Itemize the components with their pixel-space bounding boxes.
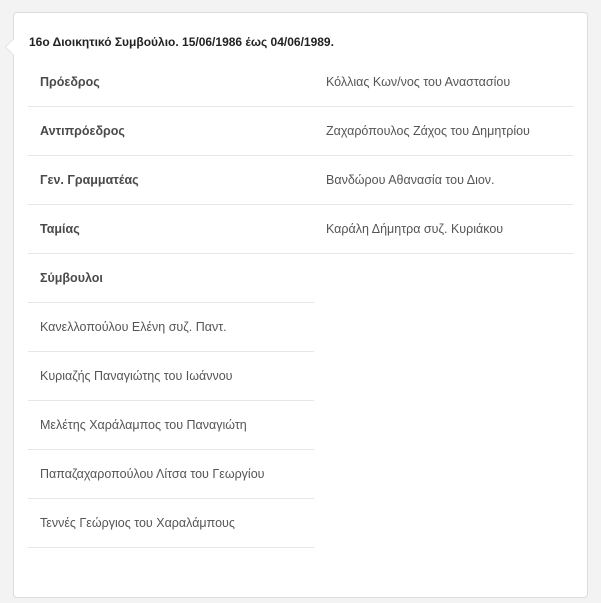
list-item (28, 352, 573, 401)
list-item (28, 303, 573, 352)
table-row (28, 107, 573, 156)
members-label: Σύμβουλοι (28, 254, 314, 303)
board-table (28, 58, 573, 548)
board-card (13, 12, 588, 598)
member-name: Κυριαζής Παναγιώτης του Ιωάννου (28, 352, 314, 401)
role-label: Αντιπρόεδρος (28, 107, 314, 156)
table-row (28, 205, 573, 254)
role-label: Ταμίας (28, 205, 314, 254)
member-name: Βανδώρου Αθανασία του Διον. (314, 156, 573, 205)
list-item (28, 499, 573, 548)
card-pointer (5, 38, 14, 56)
member-name: Ζαχαρόπουλος Ζάχος του Δημητρίου (314, 107, 573, 156)
board-title: 16ο Διοικητικό Συμβούλιο. 15/06/1986 έως 04/06/1989. (29, 35, 334, 49)
member-name: Μελέτης Χαράλαμπος του Παναγιώτη (28, 401, 314, 450)
table-row (28, 58, 573, 107)
list-item (28, 401, 573, 450)
table-row (28, 254, 573, 303)
table-row (28, 156, 573, 205)
member-name: Παπαζαχαροπούλου Λίτσα του Γεωργίου (28, 450, 314, 499)
member-name: Κόλλιας Κων/νος του Αναστασίου (314, 58, 573, 107)
list-item (28, 450, 573, 499)
role-label: Γεν. Γραμματέας (28, 156, 314, 205)
member-name: Τεννές Γεώργιος του Χαραλάμπους (28, 499, 314, 548)
member-name: Κανελλοπούλου Ελένη συζ. Παντ. (28, 303, 314, 352)
role-label: Πρόεδρος (28, 58, 314, 107)
member-name: Καράλη Δήμητρα συζ. Κυριάκου (314, 205, 573, 254)
